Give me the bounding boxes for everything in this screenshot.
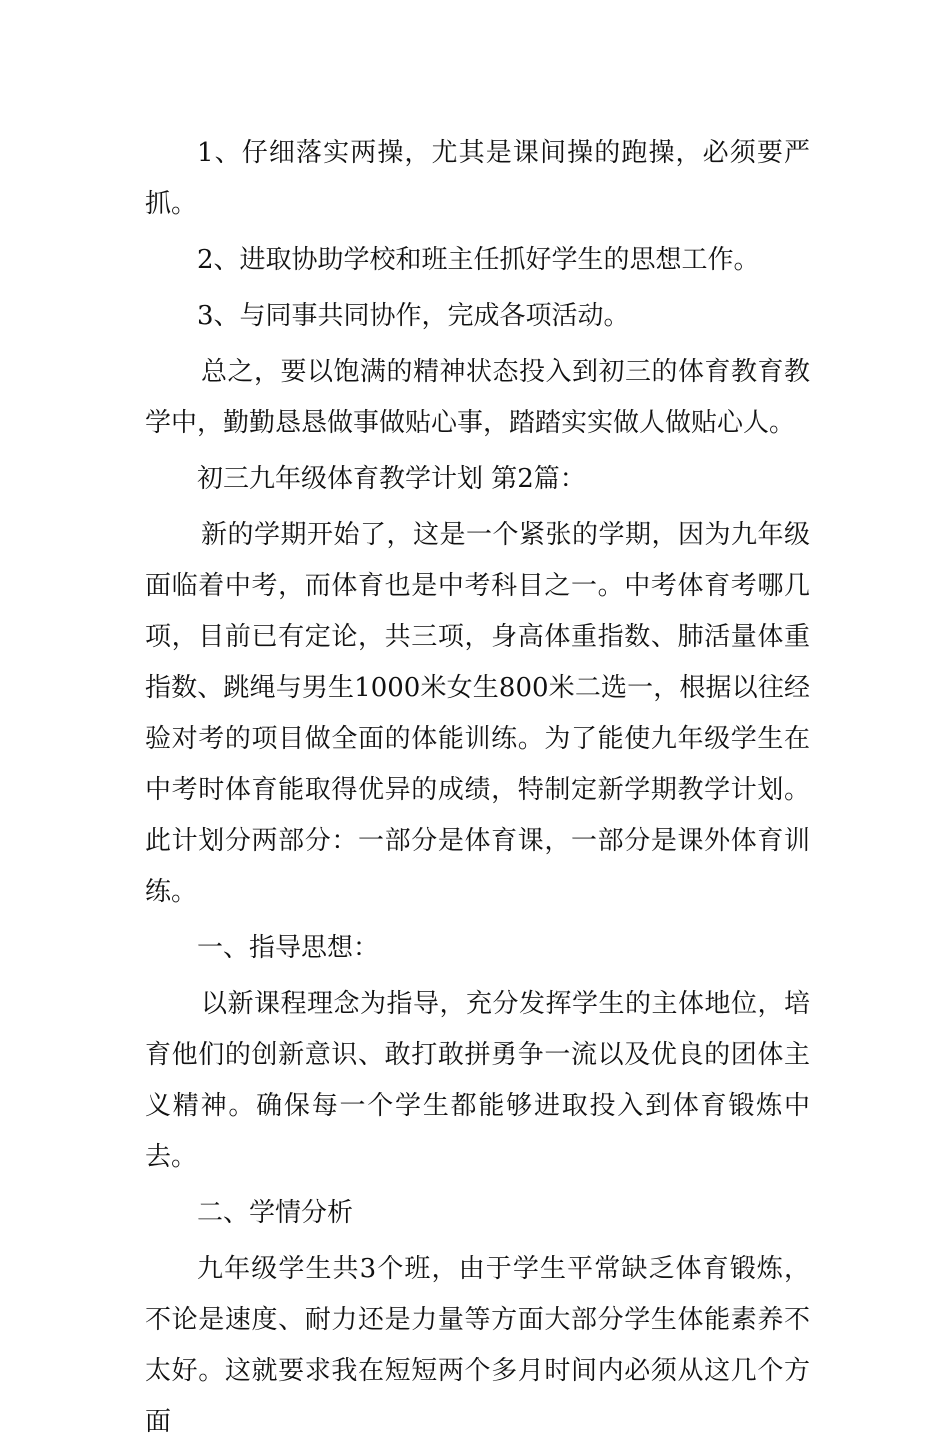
paragraph-item-1: 1、仔细落实两操，尤其是课间操的跑操，必须要严抓。 [145, 138, 810, 219]
paragraph-intro: 新的学期开始了，这是一个紧张的学期，因为九年级面临着中考，而体育也是中考科目之一。中考体育考哪几项，目前已有定论，共三项，身高体重指数、肺活量体重指数、跳绳与男生1000米女生800米二选一，根据以往经验对考的项目做全面的体能训练。为了能使九年级学生在中考时体育能取得优异的成绩，特制定新学期教学计划。此计划分两部分：一部分是体育课，一部分是课外体育训练。 [145, 520, 810, 907]
paragraph-conclusion: 总之，要以饱满的精神状态投入到初三的体育教育教学中，勤勤恳恳做事做贴心事，踏踏实实做人做贴心人。 [145, 357, 810, 438]
paragraph-guiding-idea: 以新课程理念为指导，充分发挥学生的主体地位，培育他们的创新意识、敢打敢拼勇争一流以及优良的团体主义精神。确保每一个学生都能够进取投入到体育锻炼中去。 [145, 989, 810, 1172]
paragraph-item-3: 3、与同事共同协作，完成各项活动。 [197, 301, 630, 331]
document-body [145, 128, 810, 1448]
section-heading-part-2: 初三九年级体育教学计划 第2篇： [197, 464, 586, 494]
paragraph-item-2: 2、进取协助学校和班主任抓好学生的思想工作。 [197, 245, 760, 275]
heading-student-analysis: 二、学情分析 [197, 1198, 354, 1228]
heading-guiding-idea: 一、指导思想： [197, 933, 380, 963]
paragraph-student-analysis: 九年级学生共3个班，由于学生平常缺乏体育锻炼，不论是速度、耐力还是力量等方面大部分学生体能素养不太好。这就要求我在短短两个多月时间内必须从这几个方面 [145, 1254, 810, 1437]
